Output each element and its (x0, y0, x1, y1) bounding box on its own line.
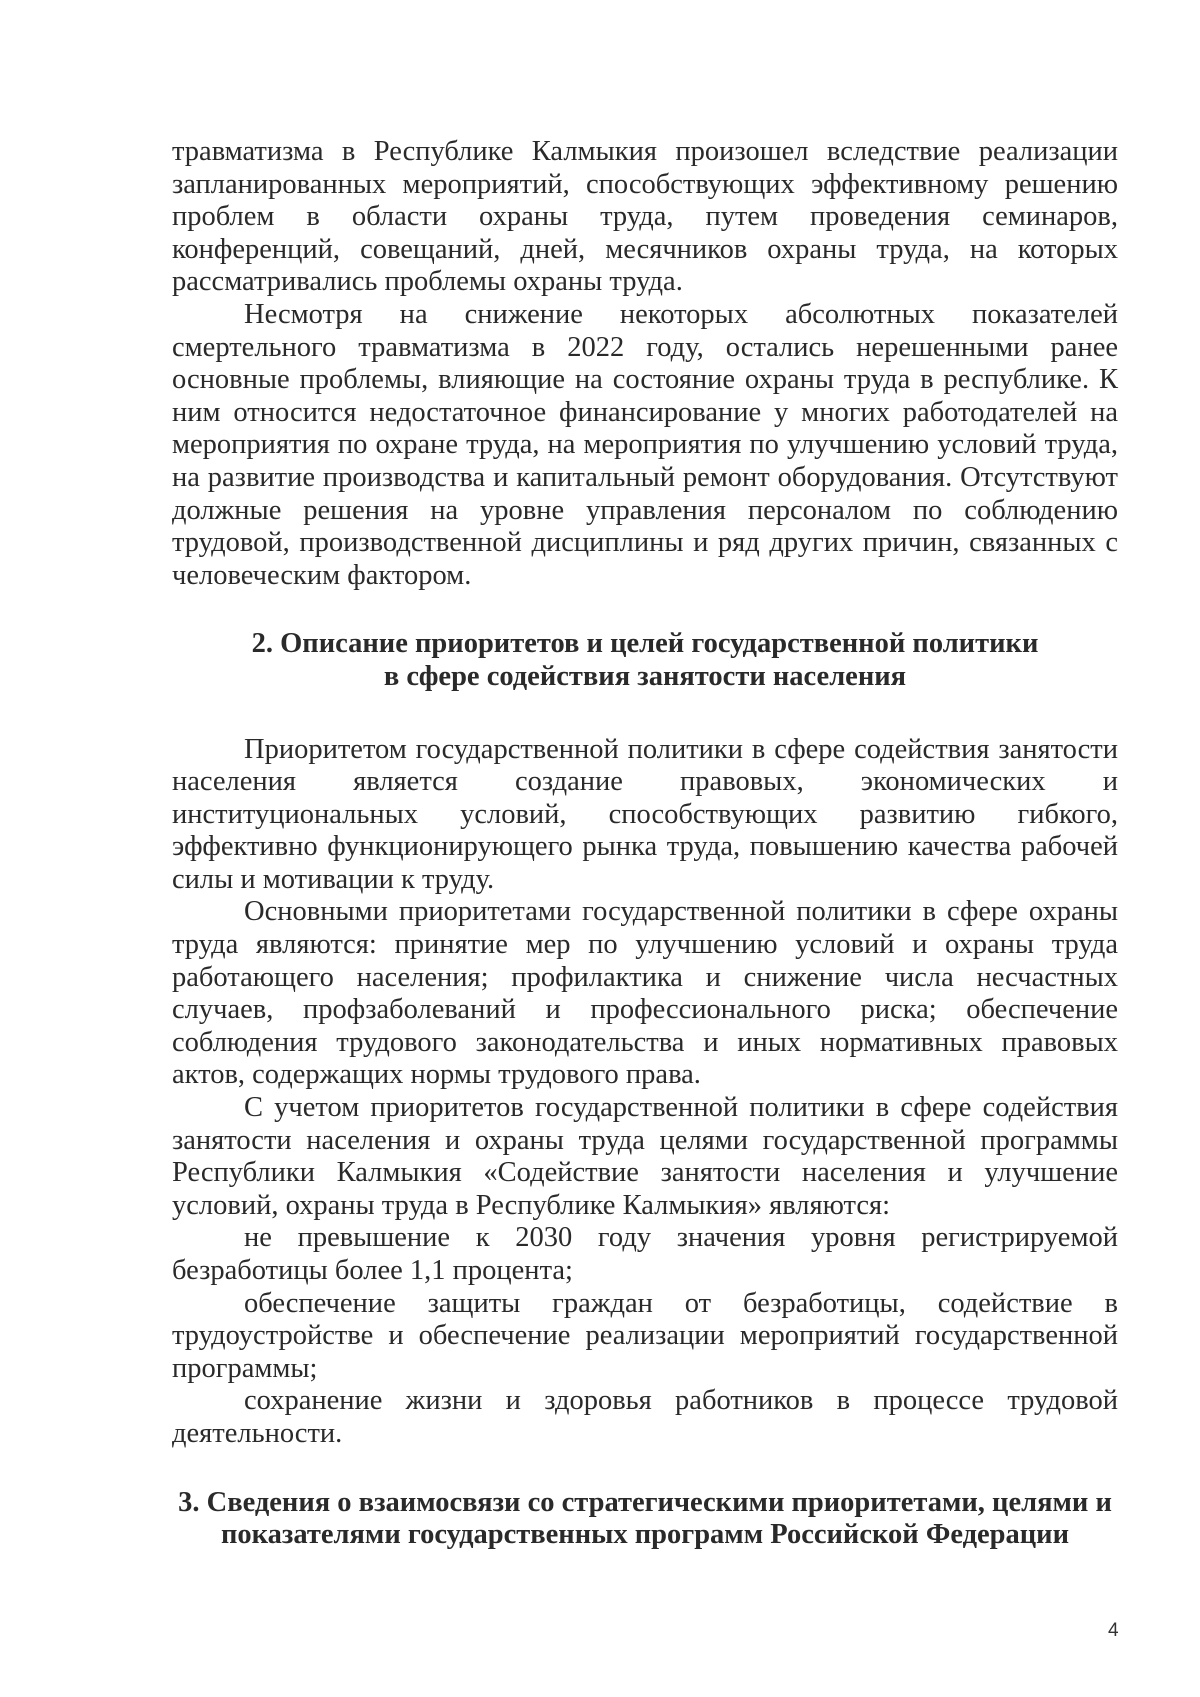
goal-item-2: обеспечение защиты граждан от безработицы, содействие в трудоустройстве и обеспечение реализации мероприятий государственной программы; (172, 1287, 1118, 1384)
section-3-heading-line-1: 3. Сведения о взаимосвязи со стратегическими приоритетами, целями и (178, 1486, 1112, 1518)
section-3-heading-line-2: показателями государственных программ Российской Федерации (220, 1519, 1070, 1551)
goal-item-1: не превышение к 2030 году значения уровня регистрируемой безработицы более 1,1 процента; (172, 1222, 1118, 1286)
spacer (172, 592, 1118, 628)
section-2-paragraph-3: С учетом приоритетов государственной политики в сфере содействия занятости населения и охраны труда целями государственной программы Республики Калмыкия «Содействие занятости населения и улучшение условий, охраны труда в Республике Калмыкия» являются: (172, 1092, 1118, 1221)
page-content (172, 136, 1118, 1552)
section-3-heading (172, 1487, 1118, 1552)
section-2-paragraph-2: Основными приоритетами государственной политики в сфере охраны труда являются: принятие мер по улучшению условий и охраны труда работающего населения; профилактика и снижение числа несчастных случаев, профзаболеваний и профессионального риска; обеспечение соблюдения трудового законодательства и иных нормативных правовых актов, содержащих нормы трудового права. (172, 896, 1118, 1091)
page-number: 4 (1108, 1620, 1119, 1641)
goal-item-3: сохранение жизни и здоровья работников в процессе трудовой деятельности. (172, 1385, 1118, 1449)
intro-paragraph-2: Несмотря на снижение некоторых абсолютных показателей смертельного травматизма в 2022 году, остались нерешенными ранее основные проблемы, влияющие на состояние охраны труда в республике. К ним относится недостаточное финансирование у многих работодателей на мероприятия по охране труда, на мероприятия по улучшению условий труда, на развитие производства и капитальный ремонт оборудования. Отсутствуют должные решения на уровне управления персоналом по соблюдению трудовой, производственной дисциплины и ряд других причин, связанных с человеческим фактором. (172, 298, 1118, 591)
section-2-heading (172, 628, 1118, 693)
section-2-heading-line-1: 2. Описание приоритетов и целей государственной политики (251, 628, 1039, 660)
spacer (172, 694, 1118, 734)
section-2-paragraph-1: Приоритетом государственной политики в сфере содействия занятости населения является создание правовых, экономических и институциональных условий, способствующих развитию гибкого, эффективно функционирующего рынка труда, повышению качества рабочей силы и мотивации к труду. (172, 733, 1118, 895)
section-2-heading-line-2: в сфере содействия занятости населения (383, 660, 907, 692)
spacer (172, 1451, 1118, 1487)
intro-paragraph-1: травматизма в Республике Калмыкия произошел вследствие реализации запланированных мероприятий, способствующих эффективному решению проблем в области охраны труда, путем проведения семинаров, конференций, совещаний, дней, месячников охраны труда, на которых рассматривались проблемы охраны труда. (172, 136, 1118, 298)
